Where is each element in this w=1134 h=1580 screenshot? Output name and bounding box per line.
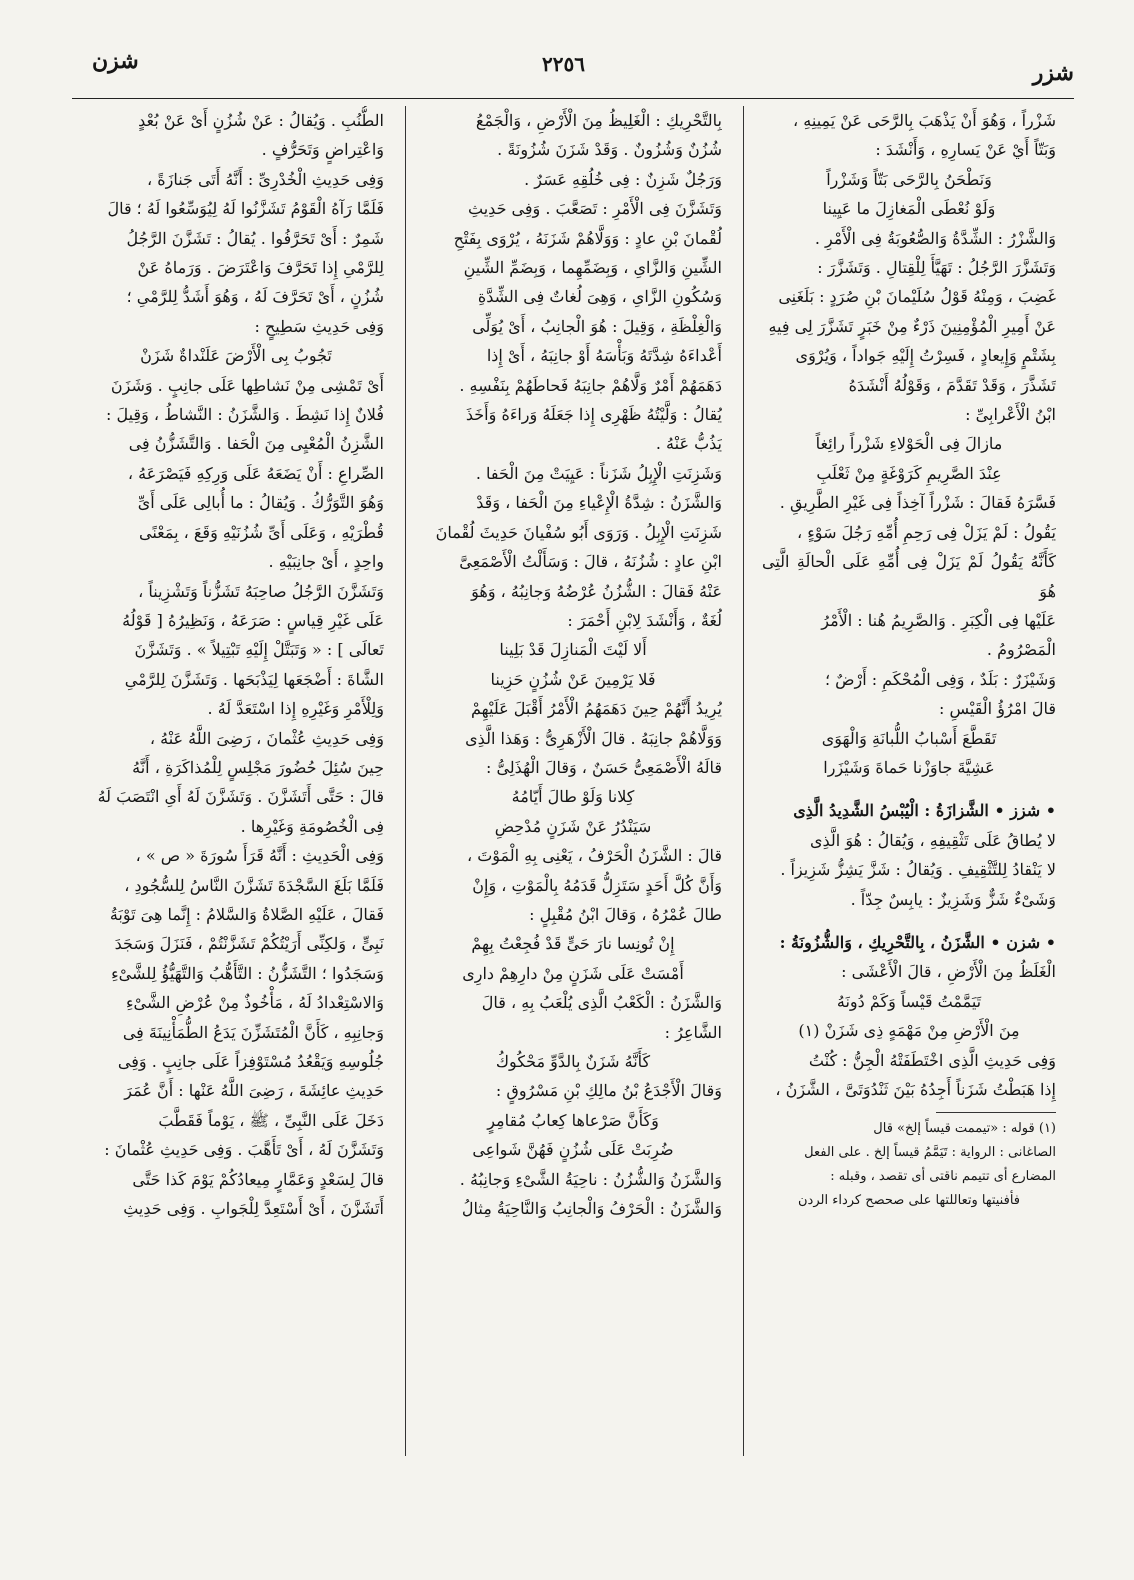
text-line: وَوَلَّاهُمْ جانِبَهُ . قالَ الْأَزْهَرِىُّ : وَهَذا الَّذِى <box>465 728 722 748</box>
text-line: قالَهُ الْأَصْمَعِىُّ حَسَنٌ ، وَقالَ الْهُذَلِىُّ : <box>485 757 722 777</box>
footnote-line: (١) قوله : «تيممت قيساً إلخ» قال <box>873 1121 1056 1137</box>
text-line: فِى الْخُصُومَةِ وَغَيْرِها . <box>240 816 384 836</box>
text-line: شَزْراً ، وَهُوَ أَنْ يَذْهَبَ بِالرَّحَى عَنْ يَمِينِهِ ، <box>793 111 1056 130</box>
text-line: عَنْ أَمِيرِ الْمُؤْمِنِينَ ذَرْءٌ مِنْ خَبَرٍ تَشَزَّرَ لِى فِيهِ <box>768 316 1056 336</box>
text-line: أَعْداءَهُ شِدَّتَهُ وَبَأْسَهُ أَوْ جانِبَهُ ، أَىْ إِذا <box>486 346 722 366</box>
text-line: تَعالَى ] : « وَتَبَتَّلْ إِلَيْهِ تَبْتِيلاً » . وَتَشَزَّنَ <box>134 640 384 660</box>
text-line: وَاعْتِراضٍ وَتَحَرُّفٍ . <box>261 140 384 160</box>
verse-line: عَشِيَّةَ جاوَزْنا حَماةَ وَشَيْزَرا <box>823 757 995 777</box>
text-line: وَالشَّزَنُ : الْحَرْفُ وَالْجانِبُ وَالنَّاحِيَةُ مِثالُ <box>461 1199 722 1219</box>
verse-line: مِنَ الْأَرْضِ مِنْ مَهْمَهٍ ذِى شَزَنْ (١) <box>798 1021 1020 1041</box>
footnote <box>762 1117 1056 1213</box>
text-line: عَلَيْها فِى الْكِبَرِ . وَالصَّرِيمُ هُنا : الْأَمْرُ <box>821 610 1056 630</box>
text-line: يُقالُ : وَلَّيْتُهُ ظَهْرِى إِذا جَعَلَهُ وَراءَهُ وَأَخَذَ <box>465 405 722 425</box>
text-line: وَفِى حَدِيثِ سَطِيحٍ : <box>254 316 384 336</box>
page-number: ٢٢٥٦ <box>542 52 585 76</box>
text-line: شُزُنٍ ، أَىْ تَحَرَّفَ لَهُ ، وَهُوَ أَشَدُّ لِلرَّمْىِ ؛ <box>126 287 384 307</box>
verse-line: فَلا يَرْمِينَ عَنْ شُزُنٍ حَزِينا <box>490 669 656 689</box>
text-line: نَبِىٍّ ، وَلكِنِّى أَرَيْتُكُمْ تَشَزَّنْتُمْ ، فَنَزَلَ وَسَجَدَ <box>114 934 384 954</box>
text-line: وَسَجَدُوا ؛ التَّشَزُّنُ : التَّأَهُّبُ وَالتَّهَيُّؤُ لِلشَّىْءِ <box>111 963 384 983</box>
text-line: بِشَتْمٍ وَإِيعادٍ ، فَسِرْتُ إِلَيْهِ جَواداً ، وَيُرْوَى <box>795 346 1056 366</box>
entry-shazan: • شزن • الشَّزَنُ ، بِالتَّحْرِيكِ ، وَالشُّزُونَةُ : <box>779 932 1056 952</box>
text-line: وَتَشَزَّنَ لَهُ ، أَىْ تَأَهَّبَ . وَفِى حَدِيثِ عُثْمانَ : <box>104 1140 384 1160</box>
text-line: يَذُبُّ عَنْهُ . <box>655 434 722 454</box>
footnote-line: فأفنيتها وتعاللتها على صحصح كرداء الردن <box>798 1193 1020 1209</box>
text-line: وَشَيْزَرٌ : بَلَدٌ ، وَفِى الْمُحْكَمِ : أَرْضٌ ؛ <box>825 669 1056 689</box>
text-line: وَتَشَزَّنَ الرَّجُلُ صاحِبَهُ تَشَزُّناً وَتَشْزِيناً ، <box>138 581 384 601</box>
verse-line: تَقَطَّعَ أَسْبابُ اللُّبانَةِ وَالْهَوَى <box>821 728 997 748</box>
text-line: يُرِيدُ أَنَّهُمْ حِينَ دَهَمَهُمُ الْأَمْرُ أَقْبَلَ عَلَيْهِمْ <box>470 699 722 719</box>
text-line: قالَ امْرُؤُ الْقَيْسِ : <box>938 699 1056 719</box>
text-line: الْمَصْرُومُ . <box>986 640 1056 660</box>
verse-line: تَيَمَّمْتُ قَيْساً وَكَمْ دُونَهُ <box>836 991 982 1011</box>
verse-line: كِلانا وَلَوْ طالَ أَيّامُهُ <box>511 787 635 807</box>
dictionary-page <box>72 40 1074 1460</box>
text-line: دَهَمَهُمْ أَمْرٌ وَلَّاهُمْ جانِبَهُ فَحاطَهُمْ بِنَفْسِهِ . <box>459 375 722 395</box>
text-line: قالَ : الشَّزَنُ الْحَرْفُ ، يَعْنِى بِهِ الْمَوْتَ ، <box>466 846 722 866</box>
header-right-word: شزر <box>1032 60 1074 86</box>
verse-line: أَلا لَيْتَ الْمَنازِلَ قَدْ بَلِينا <box>499 640 647 660</box>
text-line: الْغَلَظُ مِنَ الْأَرْضِ ، قالَ الْأَعْشَى : <box>841 962 1056 982</box>
text-line: فَقالَ ، عَلَيْهِ الصَّلاةُ وَالسَّلامُ : إِنَّما هِىَ تَوْبَةُ <box>109 904 384 924</box>
entry-gap <box>762 914 1056 928</box>
text-line: جُلُوسِهِ وَيَقْعُدُ مُسْتَوْفِزاً عَلَى جانِبٍ . وَفِى <box>117 1052 384 1071</box>
text-line: لُغَةٌ ، وَأَنْشَدَ لِابْنِ أَحْمَرَ : <box>567 610 722 630</box>
text-line: دَخَلَ عَلَى النَّبِىِّ ، ﷺ ، يَوْماً فَقَطَّبَ <box>158 1110 384 1130</box>
header-left-word: شزن <box>92 48 139 74</box>
verse-line: مازالَ فِى الْحَوْلاءِ شَزْراً رائِغاً <box>815 434 1003 454</box>
text-column-right <box>762 106 1056 1506</box>
text-line: وَالشَّزْرُ : الشِّدَّةُ وَالصُّعُوبَةُ فِى الْأَمْرِ . <box>814 228 1056 248</box>
text-line: لا يُطاقُ عَلَى تَثْقِيفِهِ ، وَيُقالُ : هُوَ الَّذِى <box>809 830 1056 850</box>
footnote-line: الصاغانى : الرواية : تَيَمَّمُ قيساً إلخ . على الفعل <box>804 1145 1056 1161</box>
text-line: ابْنِ عادٍ : شُزُنَهُ ، قالَ : وَسَأَلْتُ الْأَصْمَعِىَّ <box>459 552 722 572</box>
text-line: وَلِلْأَمْرِ وَغَيْرِهِ إِذا اسْتَعَدَّ لَهُ . <box>207 699 384 719</box>
verse-line: وَنَطْحَنُ بِالرَّحَى بَتّاً وَشَزْراً <box>826 169 992 189</box>
text-line: وَقالَ الْأَجْدَعُ بْنُ مالِكِ بْنِ مَسْرُوقٍ : <box>495 1081 722 1101</box>
text-line: إِذا هَبَطْتُ شَزَناً أَجِدُهُ بَيْنَ ثَنْدُوَتَىَّ ، الشَّزَنُ ، <box>775 1080 1056 1099</box>
text-line: حِينَ سُئِلَ حُضُورَ مَجْلِسٍ لِلْمُذاكَرَةِ ، أَنَّهُ <box>132 757 384 777</box>
verse-line: سَيَنْدُرُ عَنْ شَزَنٍ مُدْحِضِ <box>494 816 652 836</box>
entry-shazz: • شزز • الشَّزازَةُ : الْيُبْسُ الشَّدِيدُ الَّذِى <box>793 801 1056 821</box>
text-column-left <box>88 106 384 1506</box>
text-line: الطُّنُبِ . وَيُقالُ : عَنْ شُزُنٍ أَىْ عَنْ بُعْدٍ <box>138 111 384 130</box>
text-line: وَالشَّزَنُ وَالشُّزُنُ : ناحِيَةُ الشَّىْءِ وَجانِبُهُ . <box>459 1169 722 1189</box>
text-line: عَلَى غَيْرِ قِياسٍ : صَرَعَهُ ، وَنَظِيرُهُ [ قَوْلُهُ <box>122 610 384 630</box>
text-line: فَلَمَّا رَآهُ الْقَوْمُ تَشَزَّنُوا لَهُ لِيُوَسِّعُوا لَهُ ؛ قالَ <box>107 199 384 219</box>
text-line: غَضِبَ ، وَمِنْهُ قَوْلُ سُلَيْمانَ بْنِ صُرَدٍ : بَلَغَنِى <box>778 287 1056 307</box>
text-column-middle <box>424 106 722 1506</box>
text-line: وَفِى حَدِيثِ الَّذِى اخْتَطَفَتْهُ الْجِنُّ : كُنْتُ <box>808 1050 1056 1070</box>
text-line: وَجانِبِهِ ، كَأَنَّ الْمُتَشَزِّنَ يَدَعُ الطُّمَأْنِينَةَ فِى <box>122 1022 384 1042</box>
text-line: قالَ : حَتَّى أَتَشَزَّنَ . وَتَشَزَّنَ لَهُ أَىِ انْتَصَبَ لَهُ <box>97 787 384 807</box>
text-line: بِالتَّحْرِيكِ : الْغَلِيظُ مِنَ الْأَرْضِ ، وَالْجَمْعُ <box>475 111 722 130</box>
text-line: واحِدٍ ، أَىْ جانِبَيْهِ . <box>268 552 384 572</box>
text-line: وَفِى حَدِيثِ الْخُدْرِىِّ : أَنَّهُ أَتَى جَنازَةً ، <box>146 169 384 189</box>
text-line: فُلانٌ إِذا نَشِطَ . وَالشَّزَنُ : النَّشاطُ ، وَقِيلَ : <box>106 405 384 425</box>
text-line: شُزُنٌ وَشُزُونٌ . وَقَدْ شَزَنَ شُزُونَةً . <box>497 140 722 160</box>
text-line: لُقْمانَ بْنِ عادٍ : وَوَلَّاهُمْ شَزَنَهُ ، يُرْوَى بِفَتْحِ <box>453 228 722 248</box>
text-line: وَالْغِلْظَةِ ، وَقِيلَ : هُوَ الْجانِبُ ، أَىْ يُوَلِّى <box>472 316 722 336</box>
text-line: وَشَزِنَتِ الْإِبِلُ شَزَناً : عَيِيَتْ مِنَ الْحَفا . <box>475 463 722 483</box>
text-line: لا يَنْقادُ لِلتَّثْقِيفِ . وَيُقالُ : شَزَّ يَشِزُّ شَزِيزاً . <box>780 860 1056 880</box>
text-line: قالَ لِسَعْدٍ وَعَمَّارٍ مِيعادُكُمْ يَوْمَ كَذا حَتَّى <box>132 1169 384 1189</box>
text-line: وَرَجُلٌ شَزِنٌ : فِى خُلُقِهِ عَسَرٌ . <box>524 169 722 189</box>
text-line: وَشَىْءٌ شَزٌّ وَشَزِيزٌ : يابِسٌ جِدّاً . <box>850 889 1056 909</box>
text-line: الشَّزِنُ الْمُعْيِى مِنَ الْحَفا . وَالتَّشَزُّنُ فِى <box>128 434 384 454</box>
verse-line: أَمْسَتْ عَلَى شَزَنٍ مِنْ دارِهِمْ دارِى <box>462 963 684 983</box>
text-line: وَتَشَزَّرَ الرَّجُلُ : تَهَيَّأَ لِلْقِتالِ . وَتَشَزَّرَ : <box>817 258 1056 278</box>
text-line: شَمِرٌ : أَىْ تَحَرَّفُوا . يُقالُ : تَشَزَّنَ الرَّجُلُ <box>126 228 384 248</box>
verse-line: تَجُوبُ بِى الْأَرْضَ عَلَنْداةٌ شَزَنْ <box>140 346 332 366</box>
page-header <box>72 40 1074 98</box>
column-divider <box>743 106 744 1456</box>
verse-line: إِنْ تُونِسا نارَ حَىٍّ قَدْ فُجِعْتُ بِهِمْ <box>471 934 675 954</box>
text-line: وَهُوَ التَّوَرُّكُ . وَيُقالُ : ما أُبالِى عَلَى أَىِّ <box>137 493 384 513</box>
footnote-line: المضارع أى تتيمم ناقتى أى تقصد ، وقبله : <box>830 1169 1056 1185</box>
text-line: وَالاسْتِعْدادُ لَهُ ، مَأْخُوذٌ مِنْ عُرْضِ الشَّىْءِ <box>126 993 384 1013</box>
text-line: وَفِى حَدِيثِ عُثْمانَ ، رَضِىَ اللَّهُ عَنْهُ ، <box>149 728 384 748</box>
text-line: أَىْ تَمْشِى مِنْ نَشاطِها عَلَى جانِبٍ . وَشَزَنَ <box>110 375 384 395</box>
entry-gap <box>762 782 1056 796</box>
text-line: الشَّاةَ : أَضْجَعَها لِيَذْبَحَها . وَتَشَزَّنَ لِلرَّمْىِ <box>124 669 384 689</box>
text-line: شَزِنَتِ الْإِبِلُ . وَرَوَى أَبُو سُفْيانَ حَدِيثَ لُقْمانَ <box>435 522 722 542</box>
text-line: كَأَنَّهُ يَقُولُ لَمْ يَزَلْ فِى أُمِّهِ عَلَى الْحالَةِ الَّتِى هُوَ <box>762 552 1056 601</box>
text-line: فَلَمَّا بَلَغَ السَّجْدَةَ تَشَزَّنَ النَّاسُ لِلسُّجُودِ ، <box>124 875 384 895</box>
text-line: وَفِى الْحَدِيثِ : أَنَّهُ قَرَأَ سُورَةَ « ص » ، <box>135 846 384 866</box>
text-line: وَالشَّزَنُ : شِدَّةُ الْإِعْياءِ مِنَ الْحَفا ، وَقَدْ <box>476 493 722 513</box>
text-line: فَسَّرَهُ فَقالَ : شَزْراً آخِذاً فِى غَيْرِ الطَّرِيقِ . <box>779 493 1056 513</box>
text-line: وَتَشَزَّنَ فِى الْأَمْرِ : تَصَعَّبَ . وَفِى حَدِيثِ <box>468 199 722 219</box>
header-rule <box>72 98 1074 99</box>
text-line: يَقُولُ : لَمْ يَزَلْ فِى رَحِمِ أُمِّهِ رَجُلَ سَوْءٍ ، <box>797 522 1056 542</box>
text-line: عَنْهُ فَقالَ : الشُّزُنُ عُرْضُهُ وَجانِبُهُ ، وَهُوَ <box>471 581 722 601</box>
text-line: ابْنُ الْأَعْرابِىِّ : <box>965 405 1056 425</box>
text-line: أَتَشَزَّنَ ، أَىْ أَسْتَعِدَّ لِلْجَوابِ . وَفِى حَدِيثِ <box>123 1199 384 1219</box>
column-divider <box>405 106 406 1456</box>
text-line: وَبَتّاً أَيْ عَنْ يَسارِهِ ، وَأَنْشَدَ : <box>875 140 1056 160</box>
text-line: الشَّاعِرُ : <box>664 1022 722 1042</box>
verse-line: ضُرِبَتْ عَلَى شُزُنٍ فَهُنَّ شَواعِى <box>472 1140 674 1160</box>
verse-line: وَلَوْ نُعْطَى الْمَغازِلَ ما عَيِينا <box>822 199 996 219</box>
text-line: تَشَذَّرَ ، وَقَدْ تَقَدَّمَ ، وَقَوْلُهُ أَنْشَدَهُ <box>848 375 1056 395</box>
verse-line: كَأَنَّهُ شَزَنٌ بِالدَّوِّ مَحْكُوكُ <box>495 1052 651 1071</box>
text-line: حَدِيثِ عائِشَةَ ، رَضِىَ اللَّهُ عَنْها : أَنَّ عُمَرَ <box>124 1081 384 1101</box>
text-line: وَأَنَّ كُلَّ أَحَدٍ سَتَزِلُّ قَدَمُهُ بِالْمَوْتِ ، وَإِنْ <box>472 875 722 895</box>
text-line: وَسُكُونِ الزَّاىِ ، وَهِىَ لُغاتٌ فِى الشِّدَّةِ <box>477 287 722 307</box>
text-line: الصِّراعِ : أَنْ يَضَعَهُ عَلَى وَرِكِهِ فَيَصْرَعَهُ ، <box>127 463 384 483</box>
text-line: قُطْرَيْهِ ، وَعَلَى أَىِّ شُزُنَيْهِ وَقَعَ ، بِمَعْنًى <box>138 522 384 542</box>
text-line: الشِّينِ وَالزَّاىِ ، وَبِضَمِّهِما ، وَبِضَمِّ الشِّينِ <box>463 258 722 278</box>
text-line: لِلرَّمْىِ إِذا تَحَرَّفَ وَاعْتَرَضَ . وَرَماهُ عَنْ <box>137 258 384 278</box>
text-line: وَالشَّزَنُ : الْكَعْبُ الَّذِى يُلْعَبُ بِهِ ، قالَ <box>481 993 722 1013</box>
text-line: طالَ عُمْرُهُ ، وَقالَ ابْنُ مُقْبِلٍ : <box>529 904 722 924</box>
verse-line: وَكَأَنَّ صَرْعاها كِعابُ مُقامِرٍ <box>487 1110 659 1130</box>
verse-line: عِنْدَ الصَّرِيمِ كَرَوْغَةٍ مِنْ ثَعْلَبِ <box>816 463 1002 483</box>
footnote-rule <box>936 1112 1056 1113</box>
